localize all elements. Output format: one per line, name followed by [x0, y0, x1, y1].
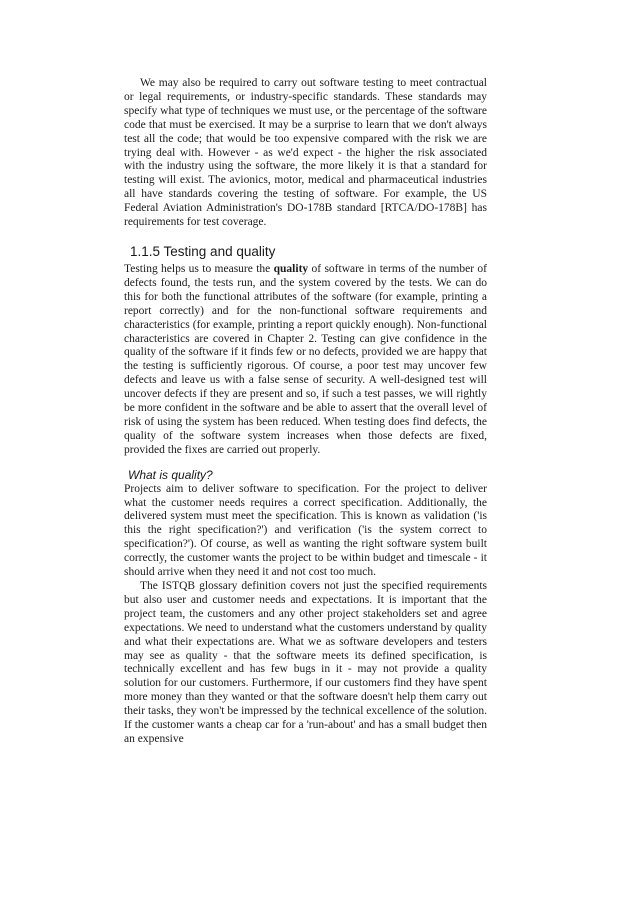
paragraph-text-start: Testing helps us to measure the	[124, 262, 274, 275]
bold-term-quality: quality	[273, 262, 309, 275]
paragraph-istqb-definition: The ISTQB glossary definition covers not just the specified requirements but also user and customer needs and expectations. It is important that the project team, the customers and any other project stakeholders set and agree expectations. We need to understand what the customers understand by quality and what their expectations are. What we as software developers and testers may see as quality - that the software meets its defined specification, is technically excellent and has few bugs in it - may not provide a quality solution for our customers. Furthermore, if our customers find they have spent more money than they wanted or that the software doesn't help them carry out their tasks, they won't be impressed by the technical excellence of the solution. If the customer wants a cheap car for a 'run-about' and has a small budget then an expensive	[124, 580, 487, 745]
section-heading: 1.1.5 Testing and quality	[130, 243, 276, 259]
subsection-heading: What is quality?	[128, 467, 213, 482]
paragraph-text-rest: of software in terms of the number of defects found, the tests run, and the system covered by the tests. We can do this for both the functional attributes of the software (for example, printing a report correctly) and for the non-functional software requirements and characteristics (for example, printing a report quickly enough). Non-functional characteristics are covered in Chapter 2. Testing can give confidence in the quality of the software if it finds few or no defects, provided we are happy that the testing is sufficiently rigorous. Of course, a poor test may uncover few defects and leave us with a false sense of security. A well-designed test will uncover defects if they are present and so, if such a test passes, we will rightly be more confident in the software and be able to assert that the overall level of risk of using the system has been reduced. When testing does find defects, the quality of the software system increases when those defects are fixed, provided the fixes are carried out properly.	[124, 262, 487, 456]
paragraph-what-is-quality: Projects aim to deliver software to specification. For the project to deliver what the customer needs requires a correct specification. Additionally, the delivered system must meet the specification. This is known as validation ('is this the right specification?') and verification ('is the system correct to specification?'). Of course, as well as wanting the right software system built correctly, the customer wants the project to be within budget and timescale - it should arrive when they need it and not cost too much.	[124, 482, 487, 579]
document-page	[124, 77, 487, 747]
paragraph-testing-and-quality	[124, 263, 487, 458]
paragraph-standards: We may also be required to carry out software testing to meet contractual or legal requirements, or industry-specific standards. These standards may specify what type of techniques we must use, or the percentage of the software code that must be exercised. It may be a surprise to learn that we don't always test all the code; that would be too expensive compared with the risk we are trying deal with. However - as we'd expect - the higher the risk associated with the industry using the software, the more likely it is that a standard for testing will exist. The avionics, motor, medical and pharmaceutical industries all have standards covering the testing of software. For example, the US Federal Aviation Administration's DO-178B standard [RTCA/DO-178B] has requirements for test coverage.	[124, 77, 487, 229]
